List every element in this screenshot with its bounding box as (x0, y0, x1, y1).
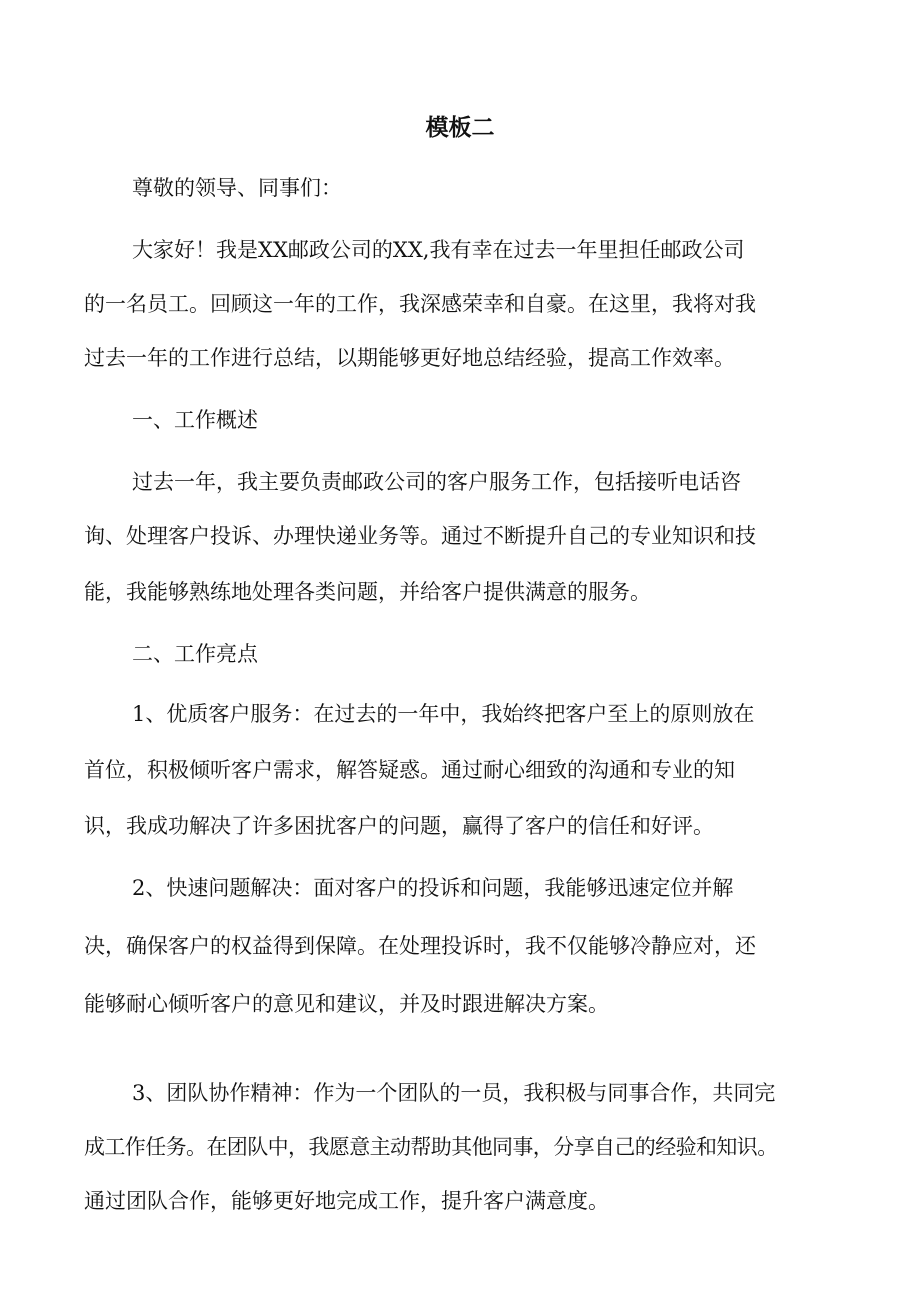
salutation: 尊敬的领导、同事们： (132, 176, 342, 200)
section-2-heading: 二、工作亮点 (132, 642, 258, 666)
point-1-line-2: 首位，积极倾听客户需求，解答疑惑。通过耐心细致的沟通和专业的知 (84, 758, 735, 782)
point-2-line-3: 能够耐心倾听客户的意见和建议，并及时跟进解决方案。 (84, 992, 609, 1016)
intro-line-1: 大家好！我是XX邮政公司的XX,我有幸在过去一年里担任邮政公司 (132, 238, 745, 262)
point-1-line-3: 识，我成功解决了许多困扰客户的问题，赢得了客户的信任和好评。 (84, 814, 714, 838)
intro-line-2: 的一名员工。回顾这一年的工作，我深感荣幸和自豪。在这里，我将对我 (84, 292, 756, 316)
point-3-line-3: 通过团队合作，能够更好地完成工作，提升客户满意度。 (84, 1189, 609, 1213)
section-1-heading: 一、工作概述 (132, 408, 258, 432)
section-1-line-1: 过去一年，我主要负责邮政公司的客户服务工作，包括接听电话咨 (132, 470, 741, 494)
section-1-line-3: 能，我能够熟练地处理各类问题，并给客户提供满意的服务。 (84, 580, 651, 604)
point-3-line-2: 成工作任务。在团队中，我愿意主动帮助其他同事，分享自己的经验和知识。 (84, 1135, 778, 1159)
point-1-line-1: 1、优质客户服务：在过去的一年中，我始终把客户至上的原则放在 (132, 702, 755, 726)
section-1-line-2: 询、处理客户投诉、办理快递业务等。通过不断提升自己的专业知识和技 (84, 524, 756, 548)
point-2-line-2: 决，确保客户的权益得到保障。在处理投诉时，我不仅能够冷静应对，还 (84, 934, 756, 958)
intro-line-3: 过去一年的工作进行总结，以期能够更好地总结经验，提高工作效率。 (84, 346, 735, 370)
point-2-line-1: 2、快速问题解决：面对客户的投诉和问题，我能够迅速定位并解 (132, 876, 734, 900)
point-3-line-1: 3、团队协作精神：作为一个团队的一员，我积极与同事合作，共同完 (132, 1081, 776, 1105)
document-title: 模板二 (425, 115, 495, 141)
